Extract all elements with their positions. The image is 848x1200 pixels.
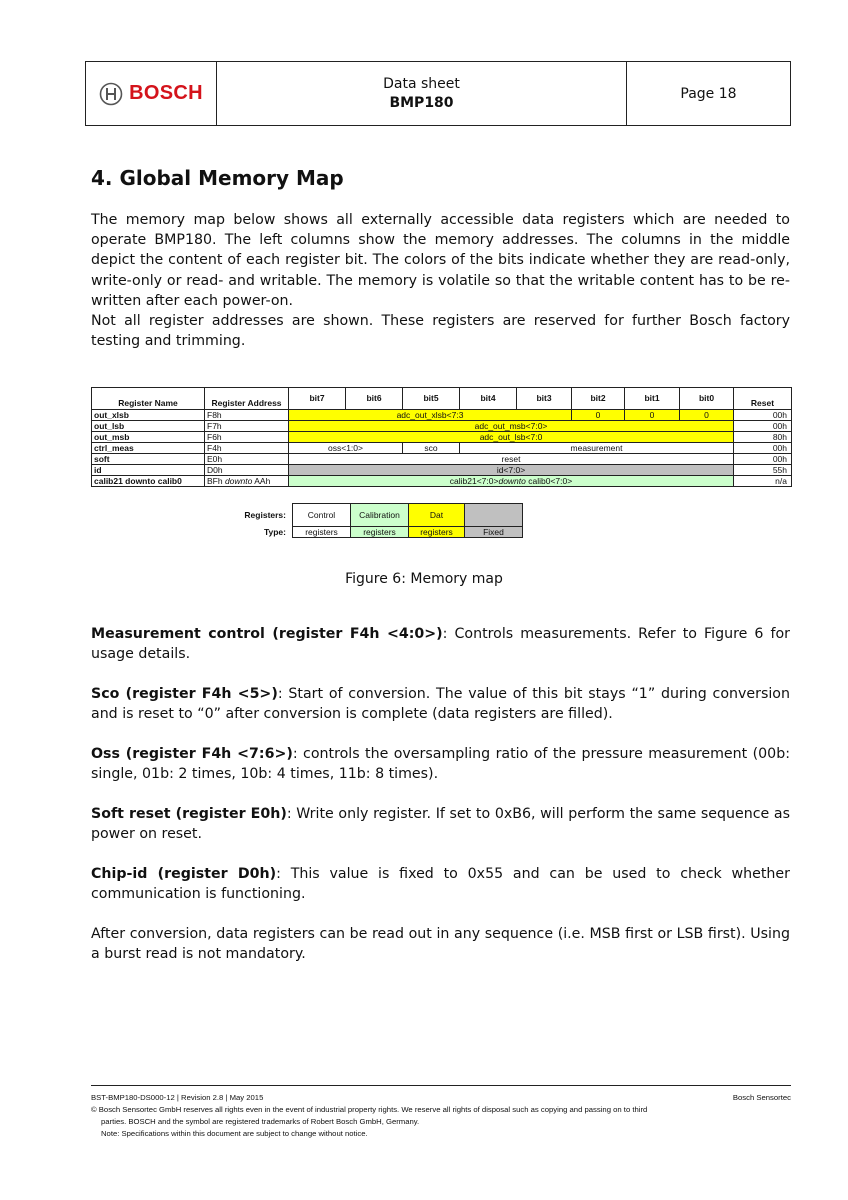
table-row <box>92 476 792 487</box>
header-cell: bit6 <box>346 388 403 410</box>
register-address: F7h <box>205 421 289 432</box>
address-downto: downto <box>224 476 253 486</box>
section-title: 4. Global Memory Map <box>91 166 344 190</box>
logo-cell <box>86 62 217 125</box>
logo-text: BOSCH <box>129 82 203 104</box>
description-text: : controls the oversampling ratio of the pressure measurement (00b: single, 01b: 2 times, 10b: 4 times, 11b: 8 times). <box>91 746 790 783</box>
bit-value: 0 <box>625 410 680 421</box>
memory-map-table <box>91 387 792 487</box>
legend-label: Type: <box>263 527 286 537</box>
description-text: : Write only register. If set to 0xB6, will perform the same sequence as power on reset. <box>91 806 790 843</box>
bit-value: 0 <box>680 410 734 421</box>
address-end: AAh <box>252 476 271 486</box>
field-end: calib0<7:0> <box>525 476 573 486</box>
header-cell: bit1 <box>625 388 680 410</box>
register-name: ctrl_meas <box>92 443 205 454</box>
table-header-row <box>92 388 792 410</box>
reset-value: n/a <box>734 476 792 487</box>
register-address: D0h <box>205 465 289 476</box>
legend-control-swatch: Control <box>293 504 351 527</box>
table-row <box>92 454 792 465</box>
register-name: out_xlsb <box>92 410 205 421</box>
footer-note: Note: Specifications within this document are subject to change without notice. <box>101 1129 368 1138</box>
legend-type-cell: Fixed <box>465 527 523 538</box>
legend-type-cell: registers <box>293 527 351 538</box>
description-text: : Controls measurements. Refer to Figure 6 for usage details. <box>91 626 790 663</box>
footer-copyright: © Bosch Sensortec GmbH reserves all rights even in the event of industrial property rights. We reserve all rights of disposal such as copying and passing on to third <box>91 1105 648 1114</box>
page-footer <box>91 1085 791 1140</box>
header-title-cell <box>217 62 627 125</box>
footer-doc-id: BST-BMP180-DS000-12 | Revision 2.8 | May 2015 <box>91 1093 264 1102</box>
register-address: F4h <box>205 443 289 454</box>
legend-fixed-swatch <box>465 504 523 527</box>
intro-paragraph-1: The memory map below shows all externally accessible data registers which are needed to operate BMP180. The left columns show the memory addresses. The columns in the middle depict the content of each register bit. The colors of the bits indicate whether they are read-only, write-only or read- and writable. The memory is volatile so that the writable content has to be re-written after each power-on. <box>91 212 790 309</box>
description-paragraph <box>91 864 790 904</box>
footer-top-line <box>91 1092 791 1104</box>
register-address <box>205 476 289 487</box>
description-paragraph <box>91 624 790 664</box>
header-cell: Register Name <box>92 388 205 410</box>
field-start: calib21<7:0> <box>449 476 499 486</box>
footer-trademark: parties. BOSCH and the symbol are registered trademarks of Robert Bosch GmbH, Germany. <box>101 1117 420 1126</box>
measurement-field: measurement <box>460 443 734 454</box>
description-paragraph <box>91 804 790 844</box>
legend-type-cell: registers <box>351 527 409 538</box>
figure-caption: Figure 6: Memory map <box>345 571 503 587</box>
bosch-armature-icon <box>99 82 123 106</box>
bosch-logo <box>99 82 203 106</box>
page-header <box>85 61 791 126</box>
reset-value: 00h <box>734 410 792 421</box>
intro-paragraph-2: Not all register addresses are shown. These registers are reserved for further Bosch factory testing and trimming. <box>91 313 790 350</box>
description-text: : Start of conversion. The value of this bit stays “1” during conversion and is reset to “0” after conversion is complete (data registers are filled). <box>91 686 790 723</box>
table-row <box>92 421 792 432</box>
field-downto: downto <box>498 476 526 486</box>
register-address: E0h <box>205 454 289 465</box>
bit-value: 0 <box>572 410 625 421</box>
table-row <box>92 465 792 476</box>
legend-calibration-swatch: Calibration <box>351 504 409 527</box>
description-paragraph <box>91 744 790 784</box>
legend-row-registers <box>206 504 523 527</box>
table-row <box>92 410 792 421</box>
doc-type: Data sheet <box>383 75 460 92</box>
register-name: id <box>92 465 205 476</box>
reset-value: 80h <box>734 432 792 443</box>
register-name: soft <box>92 454 205 465</box>
register-field: adc_out_msb<7:0> <box>289 421 734 432</box>
legend-row-type <box>206 527 523 538</box>
reset-value: 55h <box>734 465 792 476</box>
register-name: calib21 downto calib0 <box>92 476 205 487</box>
sco-field: sco <box>403 443 460 454</box>
register-field: reset <box>289 454 734 465</box>
description-text: : This value is fixed to 0x55 and can be used to check whether communication is functioning. <box>91 866 790 903</box>
description-paragraph <box>91 684 790 724</box>
register-field <box>289 476 734 487</box>
reset-value: 00h <box>734 421 792 432</box>
description-term: Measurement control (register F4h <4:0>) <box>91 626 443 642</box>
header-cell: Reset <box>734 388 792 410</box>
register-field: id<7:0> <box>289 465 734 476</box>
legend-label: Registers: <box>244 510 286 520</box>
header-cell: bit3 <box>517 388 572 410</box>
reset-value: 00h <box>734 443 792 454</box>
header-cell: bit4 <box>460 388 517 410</box>
footer-company: Bosch Sensortec <box>732 1093 791 1102</box>
description-term: Chip-id (register D0h) <box>91 866 277 882</box>
legend-type-cell: registers <box>409 527 465 538</box>
header-cell: Register Address <box>205 388 289 410</box>
table-row <box>92 432 792 443</box>
page-number: Page 18 <box>680 85 737 102</box>
address-start: BFh <box>207 476 225 486</box>
register-name: out_msb <box>92 432 205 443</box>
register-name: out_lsb <box>92 421 205 432</box>
description-term: Oss (register F4h <7:6>) <box>91 746 293 762</box>
header-cell: bit0 <box>680 388 734 410</box>
header-cell: bit2 <box>572 388 625 410</box>
oss-field: oss<1:0> <box>289 443 403 454</box>
register-field: adc_out_xlsb<7:3 <box>289 410 572 421</box>
description-term: Soft reset (register E0h) <box>91 806 287 822</box>
table-row <box>92 443 792 454</box>
register-address: F8h <box>205 410 289 421</box>
reset-value: 00h <box>734 454 792 465</box>
product-name: BMP180 <box>389 94 454 111</box>
header-cell: bit7 <box>289 388 346 410</box>
closing-paragraph: After conversion, data registers can be read out in any sequence (i.e. MSB first or LSB first). Using a burst read is not mandatory. <box>91 926 790 963</box>
legend-data-swatch: Dat <box>409 504 465 527</box>
register-field: adc_out_lsb<7:0 <box>289 432 734 443</box>
register-address: F6h <box>205 432 289 443</box>
description-term: Sco (register F4h <5>) <box>91 686 278 702</box>
header-cell: bit5 <box>403 388 460 410</box>
memory-map-legend <box>206 503 523 538</box>
